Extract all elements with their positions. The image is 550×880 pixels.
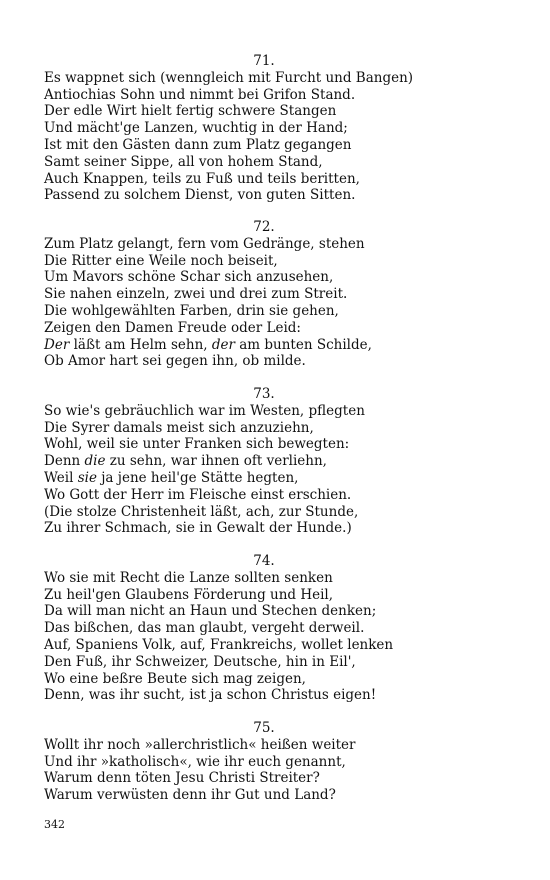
verse-line [44, 171, 484, 188]
verse-text: Den Fuß, ihr Schweizer, Deutsche, hin in Eil', [44, 653, 356, 670]
verse-line [44, 504, 484, 521]
verse-line [44, 603, 484, 620]
verse-text: Samt seiner Sippe, all von hohem Stand, [44, 153, 323, 170]
verse-text: ja jene heil'ge Stätte hegten, [96, 469, 299, 486]
stanza-71 [44, 53, 484, 204]
emphasized-word: die [84, 453, 106, 470]
stanza-74 [44, 553, 484, 704]
verse-text: Da will man nicht an Haun und Stechen denken; [44, 603, 377, 620]
stanza-75 [44, 720, 484, 804]
verse-line [44, 253, 484, 270]
verse-line [44, 236, 484, 253]
verse-text: Ob Amor hart sei gegen ihn, ob milde. [44, 353, 306, 370]
verse-text: Die wohlgewählten Farben, drin sie gehen, [44, 302, 339, 319]
verse-line [44, 737, 484, 754]
verse-text: Auf, Spaniens Volk, auf, Frankreichs, wollet lenken [44, 636, 394, 653]
verse-text: Zu ihrer Schmach, sie in Gewalt der Hunde.) [44, 520, 352, 537]
verse-line [44, 403, 484, 420]
verse-text: Warum verwüsten denn ihr Gut und Land? [44, 787, 336, 804]
verse-text: am bunten Schilde, [234, 336, 372, 353]
verse-line [44, 337, 484, 354]
verse-text: Antiochias Sohn und nimmt bei Grifon Stand. [44, 86, 356, 103]
verse-text: Zum Platz gelangt, fern vom Gedränge, stehen [44, 235, 365, 252]
verse-text: Um Mavors schöne Schar sich anzusehen, [44, 269, 334, 286]
stanza-number: 74. [253, 553, 275, 569]
verse-text: Auch Knappen, teils zu Fuß und teils beritten, [44, 170, 360, 187]
verse-line [44, 637, 484, 654]
verse-line [44, 436, 484, 453]
verse-line [44, 770, 484, 787]
emphasized-word: der [211, 336, 235, 353]
stanza-number: 72. [253, 219, 275, 235]
verse-text: Denn [44, 453, 85, 470]
verse-line [44, 286, 484, 303]
verse-line [44, 353, 484, 370]
verse-line [44, 520, 484, 537]
verse-text: Und ihr »katholisch«, wie ihr euch genannt, [44, 753, 346, 770]
verse-text: Zeigen den Damen Freude oder Leid: [44, 319, 301, 336]
verse-text: Wo Gott der Herr im Fleische einst erschien. [44, 486, 352, 503]
stanza-72 [44, 219, 484, 370]
verse-line [44, 269, 484, 286]
verse-text: Denn, was ihr sucht, ist ja schon Christus eigen! [44, 687, 377, 704]
verse-text: Wo eine beßre Beute sich mag zeigen, [44, 670, 306, 687]
verse-line [44, 654, 484, 671]
verse-text: (Die stolze Christenheit läßt, ach, zur Stunde, [44, 503, 359, 520]
verse-text: zu sehn, war ihnen oft verliehn, [105, 453, 327, 470]
verse-text: Die Ritter eine Weile noch beiseit, [44, 252, 278, 269]
verse-line [44, 570, 484, 587]
verse-text: Sie nahen einzeln, zwei und drei zum Streit. [44, 286, 348, 303]
verse-line [44, 137, 484, 154]
verse-line [44, 420, 484, 437]
emphasized-word: sie [77, 469, 97, 486]
verse-text: Das bißchen, das man glaubt, vergeht derweil. [44, 620, 365, 637]
verse-line [44, 687, 484, 704]
verse-text: läßt am Helm sehn, [69, 336, 212, 353]
verse-text: So wie's gebräuchlich war im Westen, pflegten [44, 402, 365, 419]
verse-text: Wohl, weil sie unter Franken sich bewegten: [44, 436, 350, 453]
verse-line [44, 87, 484, 104]
verse-text: Zu heil'gen Glaubens Förderung und Heil, [44, 586, 334, 603]
verse-text: Der edle Wirt hielt fertig schwere Stangen [44, 103, 337, 120]
stanza-73 [44, 386, 484, 537]
verse-line [44, 320, 484, 337]
stanza-number: 75. [253, 720, 275, 736]
verse-line [44, 120, 484, 137]
verse-line [44, 303, 484, 320]
verse-line [44, 487, 484, 504]
verse-line [44, 587, 484, 604]
verse-line [44, 754, 484, 771]
verse-text: Warum denn töten Jesu Christi Streiter? [44, 770, 320, 787]
verse-text: Und mächt'ge Lanzen, wuchtig in der Hand; [44, 120, 348, 137]
verse-text: Weil [44, 469, 78, 486]
verse-text: Es wappnet sich (wenngleich mit Furcht und Bangen) [44, 69, 414, 86]
verse-line [44, 187, 484, 204]
verse-line [44, 787, 484, 804]
verse-line [44, 70, 484, 87]
stanza-number: 71. [253, 53, 275, 69]
stanza-number: 73. [253, 386, 275, 402]
verse-line [44, 620, 484, 637]
page-number: 342 [44, 818, 65, 831]
verse-text: Wo sie mit Recht die Lanze sollten senken [44, 569, 333, 586]
verse-line [44, 453, 484, 470]
verse-line [44, 154, 484, 171]
verse-text: Die Syrer damals meist sich anzuziehn, [44, 419, 314, 436]
verse-text: Wollt ihr noch »allerchristlich« heißen weiter [44, 736, 356, 753]
verse-line [44, 470, 484, 487]
emphasized-word: Der [44, 336, 70, 353]
verse-text: Ist mit den Gästen dann zum Platz gegangen [44, 136, 352, 153]
verse-text: Passend zu solchem Dienst, von guten Sitten. [44, 187, 356, 204]
verse-line [44, 103, 484, 120]
verse-line [44, 671, 484, 688]
